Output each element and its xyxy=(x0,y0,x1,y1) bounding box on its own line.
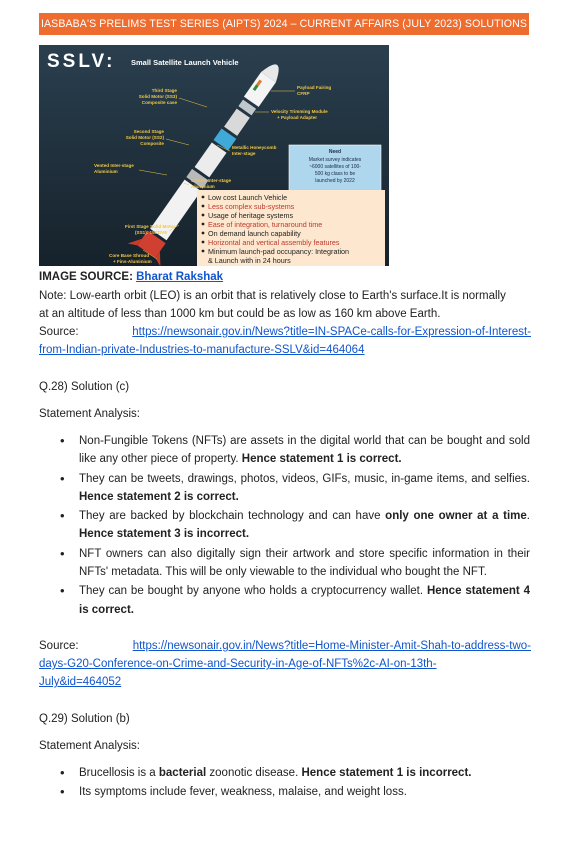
svg-text:Aluminium xyxy=(94,169,118,174)
source-2-link-line-3[interactable]: July&id=464052 xyxy=(39,676,122,688)
source-2 xyxy=(39,637,531,655)
label-core-base-1: Core Base Shroud xyxy=(109,253,150,258)
label-third-stage-2: Solid Motor (SS3) xyxy=(138,94,177,99)
q28-heading: Q.28) Solution (c) xyxy=(39,381,130,393)
svg-text:Solid Motor (SS3) xyxy=(139,94,178,99)
q28-bullet-4: • NFT owners can also digitally sign their artwork and store specific information in their NFTs' metadata. This will be only viewable to the individual who bought the NFT. xyxy=(60,545,530,582)
svg-text:(SS1): 15CDV6 xyxy=(135,230,167,235)
label-metallic-2: Inter-stage xyxy=(232,151,256,156)
svg-text:Aluminium xyxy=(191,184,215,189)
image-source-line xyxy=(39,268,223,286)
source-1-link-line-1[interactable]: https://newsonair.gov.in/News?title=IN-SPACe-calls-for-Expression-of-Interest- xyxy=(132,326,531,338)
label-core-base-2: + Fins-Aluminium xyxy=(113,259,152,264)
need-line-4: 500 kg class to be xyxy=(314,171,356,177)
feature-2: Less complex sub-systems xyxy=(208,202,295,211)
note-line-1: Note: Low-earth orbit (LEO) is an orbit that is relatively close to Earth's surface.It is normally xyxy=(39,290,506,302)
source-2-link-line-3-wrap xyxy=(39,673,121,691)
q29-analysis-label: Statement Analysis: xyxy=(39,740,140,752)
svg-text:First Stage Solid Motor xyxy=(125,224,175,229)
image-source-link[interactable]: Bharat Rakshak xyxy=(136,271,224,283)
label-closed-1: Closed Inter-stage xyxy=(191,178,232,183)
svg-text:Vented Inter-stage xyxy=(94,163,134,168)
q28-analysis-label: Statement Analysis: xyxy=(39,408,140,420)
source-2-link-line-2-wrap xyxy=(39,655,437,673)
q28-statement-list xyxy=(60,432,530,620)
svg-text:Composite case xyxy=(142,100,178,105)
feature-1: Low cost Launch Vehicle xyxy=(208,193,288,202)
need-line-5: launched by 2022 xyxy=(315,178,355,184)
svg-text:Payload Fairing xyxy=(297,85,331,90)
source-1 xyxy=(39,323,531,341)
need-line-2: Market survey indicates xyxy=(308,157,362,163)
feature-7: Minimum launch-pad occupancy: Integration xyxy=(208,247,350,256)
svg-text:Solid Motor (SS2) xyxy=(126,135,165,140)
q29-heading: Q.29) Solution (b) xyxy=(39,713,130,725)
source-2-link-line-2[interactable]: days-G20-Conference-on-Crime-and-Security-in-Age-of-NFTs%2c-AI-on-13th- xyxy=(39,658,437,670)
label-payload-fairing-1: Payload Fairing xyxy=(297,85,332,90)
page-header: IASBABA'S PRELIMS TEST SERIES (AIPTS) 2024 – CURRENT AFFAIRS (JULY 2023) SOLUTIONS xyxy=(39,13,529,35)
svg-text:Inter-stage xyxy=(232,151,256,156)
sslv-infographic xyxy=(39,45,389,266)
svg-text:Second Stage xyxy=(134,129,165,134)
label-vented-2: Aluminium xyxy=(94,169,118,174)
q28-bullet-5: • They can be bought by anyone who holds a cryptocurrency wallet. Hence statement 4 is correct. xyxy=(60,582,530,619)
q29-statement-list xyxy=(60,764,530,803)
label-first-stage-2: (SS1): 15CDV6 xyxy=(135,230,167,235)
figure-title-big: SSLV: xyxy=(47,51,116,72)
feature-3: Usage of heritage systems xyxy=(208,211,294,220)
source-2-link-line-1[interactable]: https://newsonair.gov.in/News?title=Home-Minister-Amit-Shah-to-address-two- xyxy=(132,640,531,652)
figure-title-small: Small Satellite Launch Vehicle xyxy=(131,58,239,67)
label-third-stage-1: Third Stage xyxy=(151,88,177,93)
feature-6: Horizontal and vertical assembly features xyxy=(208,238,340,247)
svg-text:Third Stage xyxy=(152,88,178,93)
label-second-stage-1: Second Stage xyxy=(133,129,164,134)
source-1-label: Source: xyxy=(39,326,79,338)
feature-8: & Launch with in 24 hours xyxy=(208,256,291,265)
label-payload-fairing-2: CFRP xyxy=(297,91,310,96)
svg-text:Core Base Shroud xyxy=(109,253,149,258)
svg-text:CFRP xyxy=(297,91,310,96)
svg-text:Metallic Honeycomb xyxy=(232,145,277,150)
source-1-link-line-2-wrap xyxy=(39,341,364,359)
svg-text:Velocity Trimming Module xyxy=(271,109,328,114)
label-velocity-module-1: Velocity Trimming Module xyxy=(271,109,328,114)
svg-text:Closed Inter-stage xyxy=(191,178,232,183)
note-line-2: at an altitude of less than 1000 km but could be as low as 160 km above Earth. xyxy=(39,308,441,320)
svg-text:+ Payload Adapter xyxy=(277,115,317,120)
label-vented-1: Vented Inter-stage xyxy=(94,163,134,168)
source-1-link-line-2[interactable]: from-Indian-private-Industries-to-manufacture-SSLV&id=464064 xyxy=(39,344,365,356)
q29-bullet-1: • Brucellosis is a bacterial zoonotic disease. Hence statement 1 is incorrect. xyxy=(60,764,530,782)
svg-text:+ Fins-Aluminium xyxy=(113,259,152,264)
q28-bullet-2: • They can be tweets, drawings, photos, videos, GIFs, music, in-game items, and selfies. Hence statement 2 is correct. xyxy=(60,470,530,507)
label-closed-2: Aluminium xyxy=(191,184,215,189)
label-first-stage-1: First Stage Solid Motor xyxy=(125,224,176,229)
source-2-label: Source: xyxy=(39,640,79,652)
q28-bullet-1: • Non-Fungible Tokens (NFTs) are assets in the digital world that can be bought and sold like any other piece of property. Hence statement 1 is correct. xyxy=(60,432,530,469)
q28-bullet-3: • They are backed by blockchain technology and can have only one owner at a time. Hence statement 3 is incorrect. xyxy=(60,507,530,544)
label-second-stage-2: Solid Motor (SS2) xyxy=(125,135,164,140)
image-source-label: IMAGE SOURCE: xyxy=(39,271,133,283)
label-third-stage-3: Composite case xyxy=(141,100,177,105)
label-velocity-module-2: + Payload Adapter xyxy=(277,115,318,120)
svg-text:Composite xyxy=(140,141,164,146)
label-metallic-1: Metallic Honeycomb xyxy=(232,145,277,150)
q29-bullet-2: • Its symptoms include fever, weakness, malaise, and weight loss. xyxy=(60,783,530,801)
feature-4: Ease of integration, turnaround time xyxy=(208,220,323,229)
need-line-1: Need xyxy=(328,149,342,155)
feature-5: On demand launch capability xyxy=(208,229,301,238)
need-line-3: ~6000 satellites of 100- xyxy=(309,164,361,170)
label-second-stage-3: Composite xyxy=(140,141,164,146)
